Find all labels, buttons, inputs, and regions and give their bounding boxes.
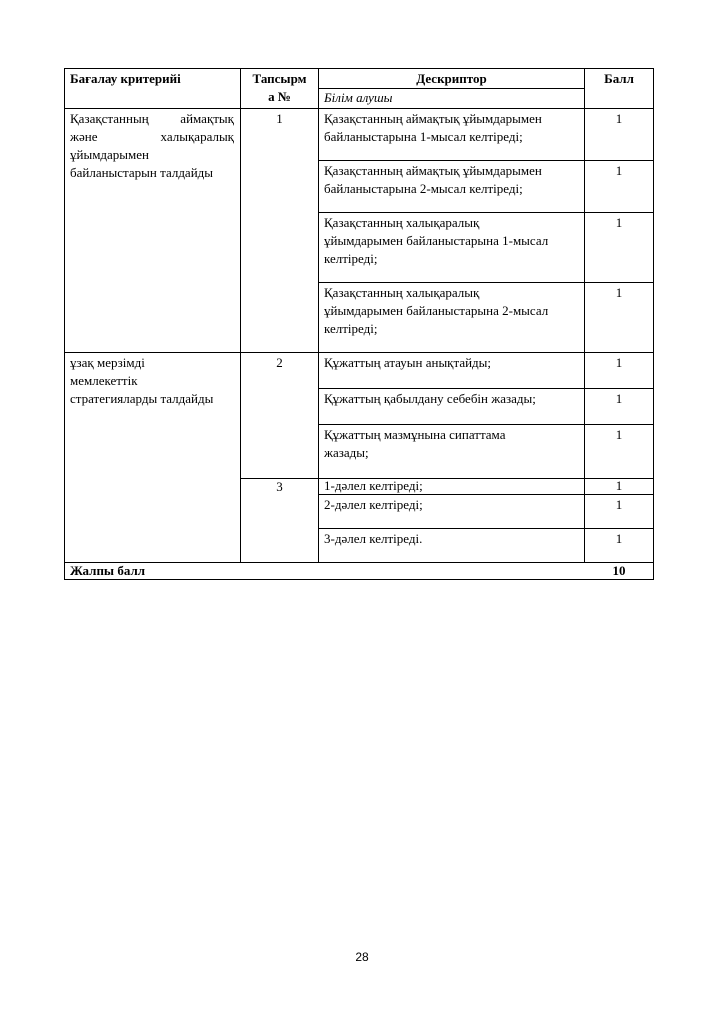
criterion2-text: мемлекеттік: [70, 373, 138, 388]
table-border-bottom: [64, 579, 654, 580]
row-divider: [64, 352, 654, 353]
descriptor-text: 2-дәлел келтіреді;: [324, 497, 423, 512]
header-descriptor: Дескриптор: [416, 71, 487, 86]
row-divider: [318, 494, 654, 495]
descriptor-score: 1: [615, 111, 623, 126]
descriptor-score: 1: [615, 427, 623, 442]
descriptor-text: Қазақстанның халықаралық: [324, 285, 480, 300]
total-label: Жалпы балл: [70, 563, 146, 578]
row-divider: [318, 528, 654, 529]
task-number: 3: [276, 479, 283, 494]
task-number: 2: [276, 355, 283, 370]
descriptor-text: ұйымдарымен байланыстарына 1-мысал: [324, 233, 549, 248]
descriptor-text: 1-дәлел келтіреді;: [324, 478, 423, 493]
header-criteria: Бағалау критерийі: [70, 71, 181, 86]
row-divider: [318, 212, 654, 213]
descriptor-score: 1: [615, 163, 623, 178]
header-descriptor-sub: Білім алушы: [324, 90, 393, 105]
criterion2-text: ұзақ мерзімді: [70, 355, 145, 370]
criterion1-text: Қазақстанның аймақтық: [70, 111, 234, 126]
page-number: 28: [355, 950, 369, 964]
row-divider: [318, 424, 654, 425]
descriptor-text: 3-дәлел келтіреді.: [324, 531, 423, 546]
row-divider: [318, 282, 654, 283]
total-score: 10: [612, 563, 626, 578]
descriptor-score: 1: [615, 285, 623, 300]
column-divider: [318, 68, 319, 562]
assessment-table: [64, 68, 654, 580]
task-number: 1: [276, 111, 283, 126]
descriptor-text: келтіреді;: [324, 321, 378, 336]
descriptor-text: Қазақстанның аймақтық ұйымдарымен: [324, 163, 542, 178]
criterion1-text: және халықаралық: [70, 129, 234, 144]
descriptor-text: байланыстарына 2-мысал келтіреді;: [324, 181, 523, 196]
criterion2-text: стратегияларды талдайды: [70, 391, 214, 406]
table-border-top: [64, 68, 654, 69]
header-task-line1: Тапсырм: [252, 71, 307, 86]
descriptor-text: байланыстарына 1-мысал келтіреді;: [324, 129, 523, 144]
criterion1-text: ұйымдарымен: [70, 147, 149, 162]
table-border-right: [653, 68, 654, 580]
descriptor-score: 1: [615, 497, 623, 512]
row-divider: [318, 160, 654, 161]
descriptor-text: келтіреді;: [324, 251, 378, 266]
row-divider: [64, 562, 654, 563]
row-divider: [318, 388, 654, 389]
descriptor-score: 1: [615, 478, 623, 493]
descriptor-text: Құжаттың қабылдану себебін жазады;: [324, 391, 536, 406]
header-score: Балл: [604, 71, 634, 86]
descriptor-score: 1: [615, 215, 623, 230]
criterion1-text: байланыстарын талдайды: [70, 165, 214, 180]
descriptor-text: Құжаттың атауын анықтайды;: [324, 355, 492, 370]
descriptor-score: 1: [615, 355, 623, 370]
table-border-left: [64, 68, 65, 580]
descriptor-text: Қазақстанның аймақтық ұйымдарымен: [324, 111, 542, 126]
descriptor-score: 1: [615, 391, 623, 406]
descriptor-text: Қазақстанның халықаралық: [324, 215, 480, 230]
header-task-line2: а №: [268, 89, 291, 104]
descriptor-text: Құжаттың мазмұнына сипаттама: [324, 427, 506, 442]
row-divider: [64, 108, 654, 109]
descriptor-text: ұйымдарымен байланыстарына 2-мысал: [324, 303, 549, 318]
descriptor-text: жазады;: [324, 445, 369, 460]
descriptor-score: 1: [615, 531, 623, 546]
